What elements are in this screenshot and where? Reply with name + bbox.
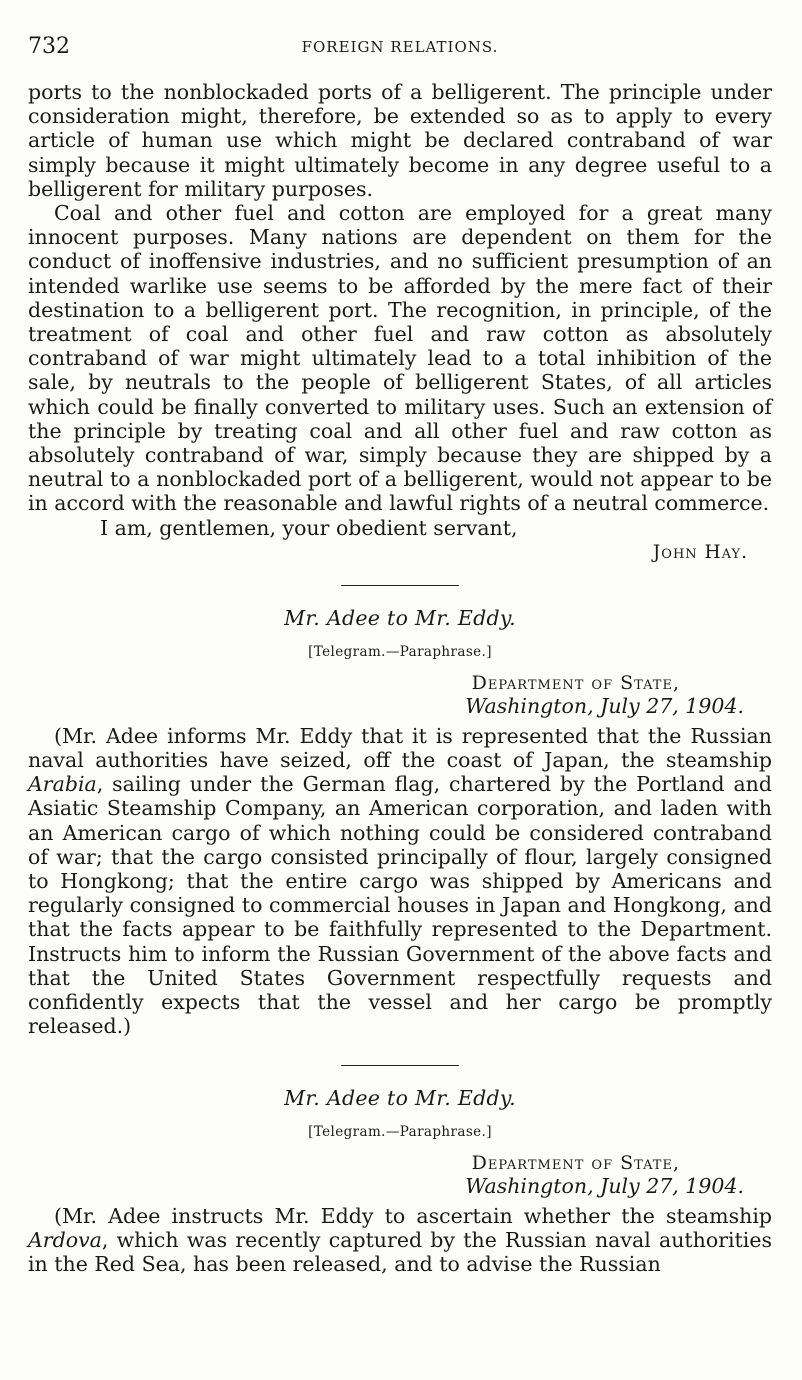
letter-paragraph: Coal and other fuel and cotton are employed for a great many innocent purposes. Many nations are dependent on them for the conduct of inoffensive industries, and no sufficient presumption of an intended warlike use seems to be afforded by the mere fact of their destination to a belligerent port. The recognition, in principle, of the treatment of coal and other fuel and raw cotton as absolutely contraband of war might ultimately lead to a total inhibition of the sale, by neutrals to the people of belligerent States, of all articles which could be finally converted to military uses. Such an extension of the principle by treating coal and all other fuel and raw cotton as absolutely contraband of war, simply because they are shipped by a neutral to a nonblockaded port of a belligerent, would not appear to be in accord with the reasonable and lawful rights of a neutral commerce. [28,201,772,516]
letter-paragraph-continued: ports to the nonblockaded ports of a belligerent. The principle under consideration might, therefore, be extended so as to apply to every article of human use which might be declared contraband of war simply because it might ultimately become in any degree useful to a belligerent for military purposes. [28,80,772,201]
document-title: Mr. Adee to Mr. Eddy. [284,605,516,630]
dateline-place-date: Washington, July 27, 1904. [465,1173,744,1198]
running-title: FOREIGN RELATIONS. [301,38,499,56]
dateline-department: Department of State, [471,671,680,694]
document-note: [Telegram.—Paraphrase.] [308,643,492,660]
section-divider [341,1065,459,1066]
signature: John Hay. [652,541,748,563]
page-number: 732 [28,34,70,59]
body-text-end: , which was recently captured by the Russian naval authorities in the Red Sea, has been released, and to advise the Russian [28,1227,772,1276]
dateline-department: Department of State, [471,1151,680,1174]
document-note: [Telegram.—Paraphrase.] [308,1123,492,1140]
dateline-place-date: Washington, July 27, 1904. [465,693,744,718]
document-body [28,724,772,1039]
body-text-start: (Mr. Adee informs Mr. Eddy that it is represented that the Russian naval authorities have seized, off the coast of Japan, the steamship [28,723,772,773]
letter-closing: I am, gentlemen, your obedient servant, [100,515,518,540]
document-title: Mr. Adee to Mr. Eddy. [284,1085,516,1110]
document-body [28,1204,772,1277]
section-divider [341,585,459,586]
body-text-start: (Mr. Adee instructs Mr. Eddy to ascertain whether the steamship [54,1203,772,1228]
document-section-2 [28,1086,772,1277]
document-section-1 [28,606,772,1039]
page-header [28,28,772,80]
ship-name: Arabia [28,772,97,797]
body-text-end: , sailing under the German flag, chartered by the Portland and Asiatic Steamship Company, an American corporation, and laden with an American cargo of which nothing could be considered contraband of war; that the cargo consisted principally of flour, largely consigned to Hongkong; that the entire cargo was shipped by Americans and regularly consigned to commercial houses in Japan and Hongkong, and that the facts appear to be faithfully represented to the Department. Instructs him to inform the Russian Government of the above facts and that the United States Government respectfully requests and confidently expects that the vessel and her cargo be promptly released.) [28,772,772,1039]
letter-end [28,80,772,563]
ship-name: Ardova [28,1227,102,1252]
